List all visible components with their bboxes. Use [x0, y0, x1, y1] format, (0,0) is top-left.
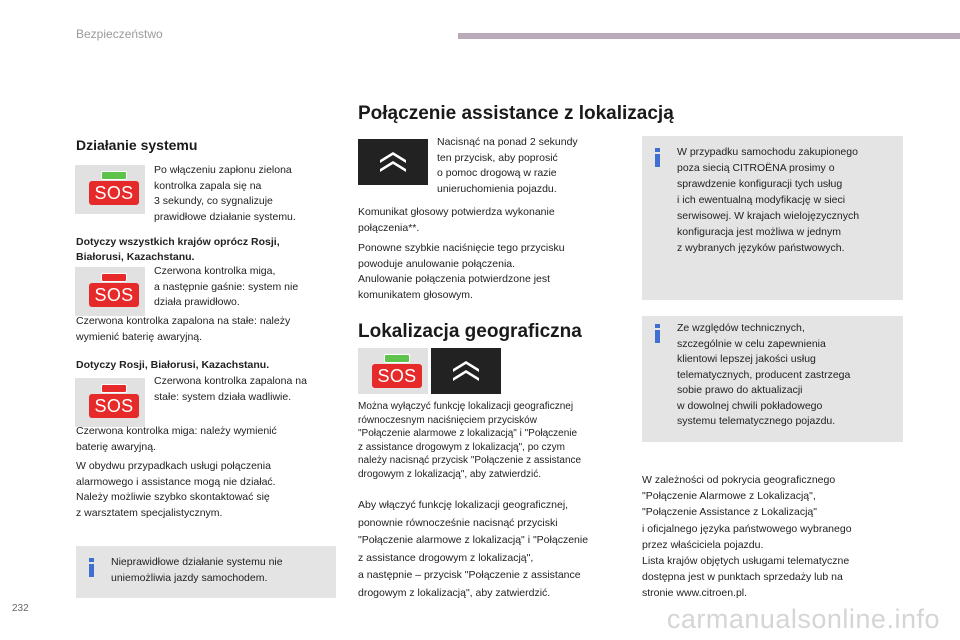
info-icon [89, 558, 94, 577]
middle-heading-2: Lokalizacja geograficzna [358, 321, 582, 342]
sos-label: SOS [94, 182, 134, 203]
info-text-right-1: W przypadku samochodu zakupionego poza siecią CITROËNA prosimy o sprawdzenie konfiguracji tych usług i ich ewentualną modyfikację w sieci serwisowej. W krajach wielojęzycznych konfiguracja jest możliwa w jednym z wybranych języków państwowych. [677, 146, 860, 254]
sos-button-icon [372, 364, 422, 388]
page-number: 232 [12, 603, 29, 614]
watermark: carmanualsonline.info [666, 604, 940, 634]
middle-paragraph-4: Można wyłączyć funkcję lokalizacji geograficznej równoczesnym naciśnięciem przycisków "Połączenie alarmowe z lokalizacją" i "Połączenie z assistance drogowym z lokalizacją", po czym należy nacisnąć przycisk "Połączenie z assistance drogowym z lokalizacją", aby zatwierdzić. [358, 401, 582, 480]
citroen-button-tile-geo [431, 348, 501, 394]
sos-label: SOS [94, 284, 134, 305]
section-title: Bezpieczeństwo [76, 27, 163, 41]
right-paragraph-1: W zależności od pokrycia geograficznego "Połączenie Alarmowe z Lokalizacją", "Połączenie Assistance z Lokalizacją" i oficjalnego języka państwowego wybranego przez właściciela pojazdu. Lista krajów objętych usługami telematyczne dostępna jest w punktach sprzedaży lub na stronie www.citroen.pl. [642, 474, 852, 600]
middle-heading: Połączenie assistance z lokalizacją [358, 103, 674, 124]
header-bar [458, 33, 960, 39]
left-paragraph-2: Czerwona kontrolka miga, a następnie gaśnie: system nie działa prawidłowo. [154, 265, 299, 308]
left-paragraph-3: Czerwona kontrolka zapalona na stałe: należy wymienić baterię awaryjną. [76, 315, 291, 343]
info-box-right-2 [642, 316, 903, 442]
middle-paragraph-1: Nacisnąć na ponad 2 sekundy ten przycisk, aby poprosić o pomoc drogową w razie unieruchomienia pojazdu. [437, 136, 578, 195]
left-paragraph-4: Czerwona kontrolka zapalona na stałe: system działa wadliwie. [154, 375, 307, 403]
info-icon [655, 148, 660, 167]
info-box-right-1 [642, 136, 903, 300]
middle-paragraph-3: Ponowne szybkie naciśnięcie tego przycisku powoduje anulowanie połączenia. Anulowanie połączenia potwierdzone jest komunikatem głosowym. [358, 242, 565, 301]
left-paragraph-1: Po włączeniu zapłonu zielona kontrolka zapala się na 3 sekundy, co sygnalizuje prawidłowe działanie systemu. [154, 164, 296, 223]
sos-button-icon [89, 394, 139, 418]
sos-tile-green [75, 165, 145, 214]
sos-button-icon [89, 283, 139, 307]
middle-paragraph-2: Komunikat głosowy potwierdza wykonanie połączenia**. [358, 206, 555, 234]
sos-button-icon [89, 181, 139, 205]
left-heading: Działanie systemu [76, 137, 198, 153]
sos-tile-geo [358, 348, 428, 394]
left-subheading-2: Dotyczy Rosji, Białorusi, Kazachstanu. [76, 359, 270, 371]
citroen-chevrons-icon [451, 358, 481, 384]
left-subheading-1: Dotyczy wszystkich krajów oprócz Rosji, Białorusi, Kazachstanu. [76, 236, 280, 263]
sos-tile-red-1 [75, 267, 145, 316]
info-icon [655, 324, 660, 343]
citroen-button-tile [358, 139, 428, 185]
green-led-icon [101, 171, 127, 180]
citroen-chevrons-icon [378, 149, 408, 175]
sos-label: SOS [377, 365, 417, 386]
red-led-icon [101, 384, 127, 393]
red-led-icon [101, 273, 127, 282]
info-text-left: Nieprawidłowe działanie systemu nie uniemożliwia jazdy samochodem. [111, 556, 283, 584]
sos-tile-red-2 [75, 378, 145, 427]
middle-paragraph-5: Aby włączyć funkcję lokalizacji geograficznej, ponownie równocześnie nacisnąć przyciski "Połączenie alarmowe z lokalizacją" i "Połączenie z assistance drogowym z lokalizacją", a następnie – przycisk "Połączenie z assistance drogowym z lokalizacją", aby zatwierdzić. [358, 499, 589, 599]
sos-label: SOS [94, 395, 134, 416]
left-paragraph-6: W obydwu przypadkach usługi połączenia alarmowego i assistance mogą nie działać. Należy możliwie szybko skontaktować się z warsztatem specjalistycznym. [76, 460, 276, 519]
left-paragraph-5: Czerwona kontrolka miga: należy wymienić baterię awaryjną. [76, 425, 277, 453]
info-box-left [76, 546, 336, 598]
info-text-right-2: Ze względów technicznych, szczególnie w celu zapewnienia klientowi lepszej jakości usług telematycznych, producent zastrzega sobie prawo do aktualizacji w dowolnej chwili pokładowego systemu telematycznego pojazdu. [677, 322, 851, 427]
green-led-icon [384, 354, 410, 363]
